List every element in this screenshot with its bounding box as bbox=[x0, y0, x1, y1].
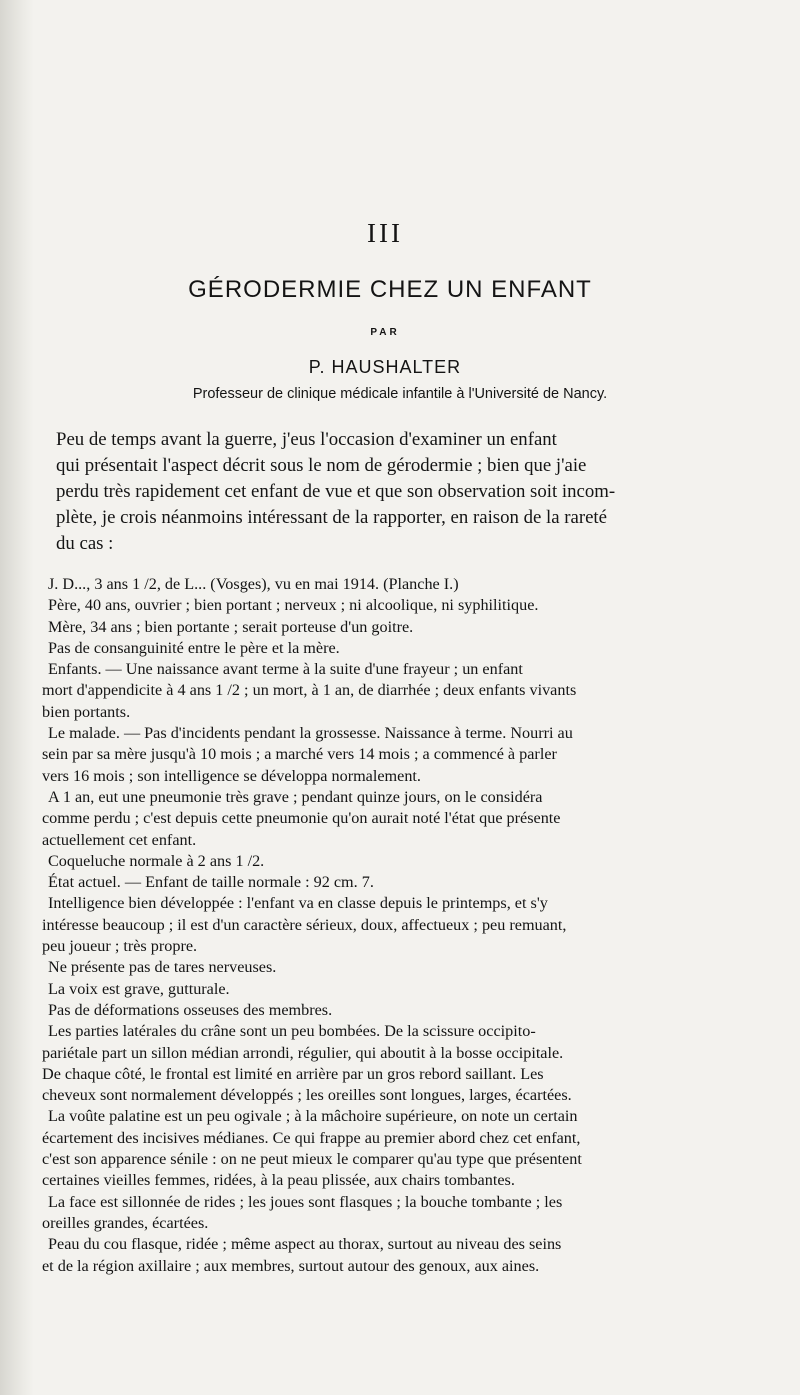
observation-line: oreilles grandes, écartées. bbox=[42, 1213, 209, 1232]
observation-line: sein par sa mère jusqu'à 10 mois ; a marché vers 14 mois ; a commencé à parler bbox=[42, 745, 557, 764]
observation-line: écartement des incisives médianes. Ce qui frappe au premier abord chez cet enfant, bbox=[42, 1128, 581, 1147]
observation-line: Le malade. — Pas d'incidents pendant la grossesse. Naissance à terme. Nourri au bbox=[48, 724, 573, 743]
observation-line: Coqueluche normale à 2 ans 1 /2. bbox=[48, 851, 265, 870]
observation-line: peu joueur ; très propre. bbox=[42, 937, 198, 956]
author-affiliation: Professeur de clinique médicale infantile à l'Université de Nancy. bbox=[192, 386, 608, 402]
observation-line: Intelligence bien développée : l'enfant va en classe depuis le printemps, et s'y bbox=[48, 894, 548, 913]
observation-line: actuellement cet enfant. bbox=[42, 830, 197, 849]
observation-line: vers 16 mois ; son intelligence se développa normalement. bbox=[42, 766, 421, 785]
observation-line: J. D..., 3 ans 1 /2, de L... (Vosges), vu en mai 1914. (Planche I.) bbox=[48, 575, 459, 593]
intro-line: perdu très rapidement cet enfant de vue et que son observation soit incom- bbox=[56, 481, 616, 502]
intro-line: plète, je crois néanmoins intéressant de la rapporter, en raison de la rareté bbox=[56, 507, 607, 528]
observation-line: cheveux sont normalement développés ; les oreilles sont longues, larges, écartées. bbox=[42, 1086, 572, 1105]
intro-line: Peu de temps avant la guerre, j'eus l'occasion d'examiner un enfant bbox=[56, 429, 557, 450]
observation-line: bien portants. bbox=[42, 702, 131, 721]
observation-line: Pas de déformations osseuses des membres. bbox=[48, 1000, 333, 1019]
observation-line: Peau du cou flasque, ridée ; même aspect au thorax, surtout au niveau des seins bbox=[48, 1235, 562, 1254]
observation-line: La voix est grave, gutturale. bbox=[48, 979, 230, 998]
observation-line: Les parties latérales du crâne sont un peu bombées. De la scissure occipito- bbox=[48, 1022, 536, 1041]
observation-line: Ne présente pas de tares nerveuses. bbox=[48, 958, 277, 977]
observation-line: pariétale part un sillon médian arrondi, régulier, qui aboutit à la bosse occipitale. bbox=[42, 1043, 564, 1062]
observation-line: Mère, 34 ans ; bien portante ; serait porteuse d'un goitre. bbox=[48, 617, 414, 636]
author-name: P. HAUSHALTER bbox=[308, 357, 462, 377]
observation-line: La face est sillonnée de rides ; les joues sont flasques ; la bouche tombante ; les bbox=[48, 1192, 563, 1211]
observation-line: comme perdu ; c'est depuis cette pneumonie qu'on aurait noté l'état que présente bbox=[42, 809, 561, 828]
observation-line: intéresse beaucoup ; il est d'un caractère sérieux, doux, affectueux ; peu remuant, bbox=[42, 915, 567, 934]
observation-text bbox=[42, 574, 758, 1277]
observation-line: A 1 an, eut une pneumonie très grave ; pendant quinze jours, on le considéra bbox=[48, 787, 543, 806]
byline-par: PAR bbox=[370, 327, 400, 338]
observation-line: c'est son apparence sénile : on ne peut mieux le comparer qu'au type que présentent bbox=[42, 1150, 582, 1169]
observation-line: mort d'appendicite à 4 ans 1 /2 ; un mort, à 1 an, de diarrhée ; deux enfants vivants bbox=[42, 681, 577, 700]
observation-line: certaines vieilles femmes, ridées, à la peau plissée, aux chairs tombantes. bbox=[42, 1171, 515, 1190]
article-title: GÉRODERMIE CHEZ UN ENFANT bbox=[188, 276, 592, 303]
observation-line: La voûte palatine est un peu ogivale ; à la mâchoire supérieure, on note un certain bbox=[48, 1107, 578, 1126]
intro-paragraph bbox=[56, 427, 756, 557]
chapter-number: III bbox=[367, 218, 403, 248]
observation-line: État actuel. — Enfant de taille normale : 92 cm. 7. bbox=[48, 873, 374, 892]
observation-line: Père, 40 ans, ouvrier ; bien portant ; nerveux ; ni alcoolique, ni syphilitique. bbox=[48, 596, 539, 615]
intro-line: qui présentait l'aspect décrit sous le nom de gérodermie ; bien que j'aie bbox=[56, 455, 587, 476]
observation-line: et de la région axillaire ; aux membres, surtout autour des genoux, aux aines. bbox=[42, 1256, 540, 1275]
observation-line: De chaque côté, le frontal est limité en arrière par un gros rebord saillant. Les bbox=[42, 1064, 544, 1083]
observation-line: Enfants. — Une naissance avant terme à la suite d'une frayeur ; un enfant bbox=[48, 660, 523, 679]
observation-line: Pas de consanguinité entre le père et la mère. bbox=[48, 638, 340, 657]
intro-line: du cas : bbox=[56, 533, 114, 554]
page-edge-shadow bbox=[0, 0, 34, 1395]
